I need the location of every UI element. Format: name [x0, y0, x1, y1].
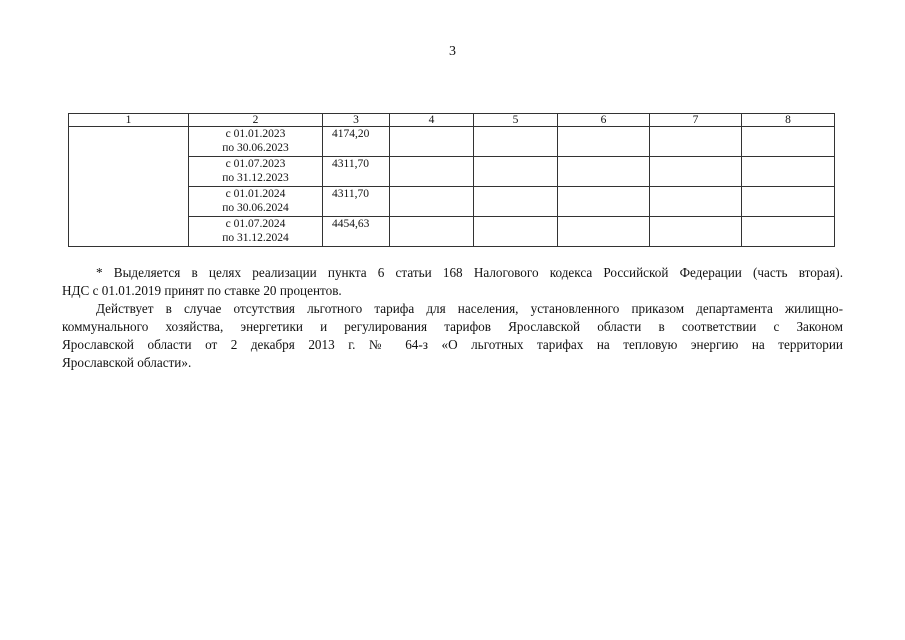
footnote-line-2: НДС с 01.01.2019 принят по ставке 20 процентов.	[62, 283, 342, 298]
period-cell	[189, 187, 323, 217]
notes-section	[62, 264, 843, 372]
empty-cell	[650, 187, 742, 217]
empty-cell	[650, 127, 742, 157]
tariff-value: 4311,70	[323, 187, 390, 217]
header-col-8: 8	[742, 114, 835, 127]
header-col-3: 3	[323, 114, 390, 127]
header-col-7: 7	[650, 114, 742, 127]
header-col-5: 5	[474, 114, 558, 127]
period-cell	[189, 157, 323, 187]
paragraph-line-4: Ярославской области».	[62, 355, 192, 370]
period-from: с 01.01.2024	[225, 188, 286, 200]
empty-cell	[742, 217, 835, 247]
period-cell	[189, 127, 323, 157]
period-cell	[189, 217, 323, 247]
empty-cell	[390, 217, 474, 247]
empty-cell	[742, 127, 835, 157]
empty-cell	[390, 187, 474, 217]
footnote-line-1: * Выделяется в целях реализации пункта 6 статьи 168 Налогового кодекса Российской Федерации (часть вторая).	[96, 265, 843, 280]
empty-cell	[390, 127, 474, 157]
period-to: по 31.12.2023	[222, 172, 289, 184]
paragraph-line-1: Действует в случае отсутствия льготного тарифа для населения, установленного приказом департамента жилищно-	[96, 301, 843, 316]
period-from: с 01.07.2024	[225, 218, 286, 230]
header-row	[69, 114, 835, 127]
tariff-value: 4454,63	[323, 217, 390, 247]
empty-cell	[474, 127, 558, 157]
period-to: по 31.12.2024	[222, 232, 289, 244]
empty-cell	[558, 127, 650, 157]
period-to: по 30.06.2024	[222, 202, 289, 214]
header-col-6: 6	[558, 114, 650, 127]
empty-cell	[558, 187, 650, 217]
header-col-2: 2	[189, 114, 323, 127]
paragraph-line-3: Ярославской области от 2 декабря 2013 г. № 64-з «О льготных тарифах на тепловую энергию на территории	[62, 337, 843, 352]
empty-cell	[742, 157, 835, 187]
period-from: с 01.01.2023	[225, 128, 286, 140]
period-from: с 01.07.2023	[225, 158, 286, 170]
period-to: по 30.06.2023	[222, 142, 289, 154]
tariff-table	[68, 113, 835, 247]
header-col-1: 1	[69, 114, 189, 127]
empty-cell	[474, 187, 558, 217]
empty-cell	[390, 157, 474, 187]
tariff-value: 4311,70	[323, 157, 390, 187]
page-number: 3	[449, 44, 456, 59]
empty-cell	[742, 187, 835, 217]
empty-cell	[474, 217, 558, 247]
empty-cell	[650, 157, 742, 187]
merged-empty-cell	[69, 127, 189, 247]
empty-cell	[558, 157, 650, 187]
empty-cell	[558, 217, 650, 247]
empty-cell	[650, 217, 742, 247]
tariff-value: 4174,20	[323, 127, 390, 157]
header-col-4: 4	[390, 114, 474, 127]
empty-cell	[474, 157, 558, 187]
table-row	[69, 127, 835, 157]
paragraph-line-2: коммунального хозяйства, энергетики и регулирования тарифов Ярославской области в соответствии с Законом	[62, 319, 843, 334]
